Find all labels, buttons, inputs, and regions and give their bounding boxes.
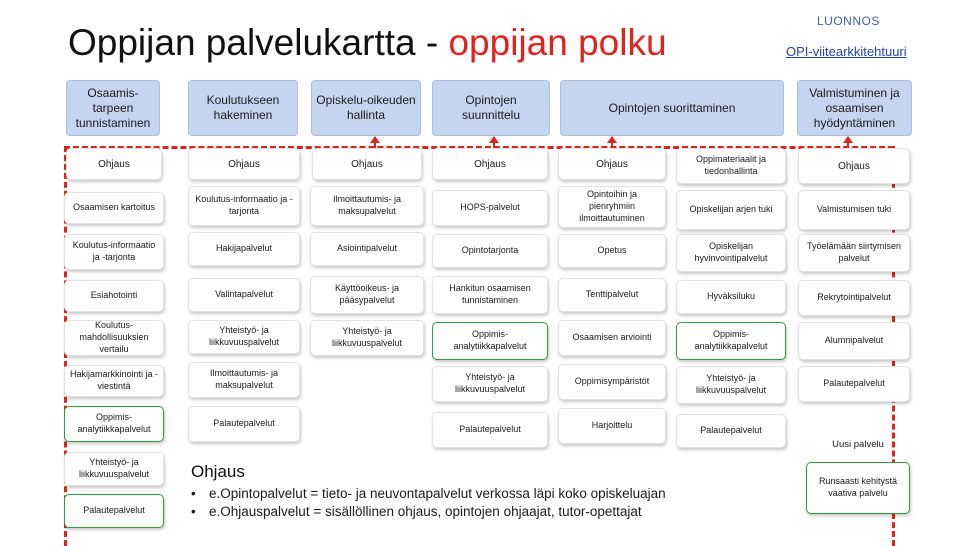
architecture-link[interactable]: OPI-viitearkkitehtuuri (786, 44, 907, 59)
service-c2-yhteistyo: Yhteistyö- ja liikkuvuuspalvelut (188, 320, 300, 354)
service-c1-yhteistyo: Yhteistyö- ja liikkuvuuspalvelut (64, 452, 164, 486)
service-c2-ilmoittautumis: Ilmoittautumis- ja maksupalvelut (188, 362, 300, 398)
service-c1-vertailu: Koulutus-mahdollisuuksien vertailu (64, 320, 164, 356)
service-c4-tunnistaminen: Hankitun osaamisen tunnistaminen (432, 276, 548, 314)
draft-label: LUONNOS (817, 14, 880, 28)
service-c2-ohjaus: Ohjaus (188, 148, 300, 180)
service-c4-hops: HOPS-palvelut (432, 190, 548, 226)
service-c7-palautepalvelut: Palautepalvelut (798, 366, 910, 402)
column-header-2: Koulutukseen hakeminen (188, 80, 298, 136)
red-arrow-4 (847, 138, 849, 148)
legend-development: Runsaasti kehitystä vaativa palvelu (806, 462, 910, 514)
service-c2-palautepalvelut: Palautepalvelut (188, 406, 300, 442)
service-c6-arjen-tuki: Opiskelijan arjen tuki (676, 190, 786, 230)
service-c1-palautepalvelut: Palautepalvelut (64, 494, 164, 528)
column-header-5: Opintojen suorittaminen (560, 80, 784, 136)
ohjaus-heading: Ohjaus (191, 462, 245, 481)
column-header-1: Osaamis-tarpeen tunnistaminen (66, 80, 160, 136)
red-arrow-2 (493, 138, 495, 148)
service-c7-alumnipalvelut: Alumnipalvelut (798, 322, 910, 360)
title-main: Oppijan palvelukartta - (68, 22, 449, 63)
service-c7-rekrytointi: Rekrytointipalvelut (798, 280, 910, 316)
service-c4-oppimisanalytiikka: Oppimis-analytiikkapalvelut (432, 322, 548, 360)
service-c4-palautepalvelut: Palautepalvelut (432, 412, 548, 448)
service-c1-ohjaus: Ohjaus (66, 148, 162, 180)
column-header-3: Opiskelu-oikeuden hallinta (311, 80, 421, 136)
service-c3-ilmoittautumis: Ilmoittautumis- ja maksupalvelut (310, 186, 424, 226)
page-title (68, 22, 667, 64)
service-c5-oppimisymparistot: Oppimisympäristöt (558, 364, 666, 400)
legend-new-service: Uusi palvelu (832, 438, 884, 450)
service-c7-tyoelamaan: Työelämään siirtymisen palvelut (798, 234, 910, 272)
column-header-6: Valmistuminen ja osaamisen hyödyntäminen (797, 80, 912, 136)
bullet: • (191, 486, 196, 501)
service-c6-oppimateriaalit: Oppimateriaalit ja tiedonhallinta (676, 148, 786, 184)
service-c6-hyvinvointi: Opiskelijan hyvinvointipalvelut (676, 234, 786, 272)
title-accent: oppijan polku (448, 22, 667, 63)
service-c6-hyvaksiluku: Hyväksiluku (676, 280, 786, 314)
service-c6-oppimisanalytiikka: Oppimis-analytiikkapalvelut (676, 322, 786, 360)
service-c1-hakijamarkkinointi: Hakijamarkkinointi ja -viestintä (64, 365, 164, 397)
service-c2-valintapalvelut: Valintapalvelut (188, 278, 300, 312)
service-c4-ohjaus: Ohjaus (432, 148, 548, 180)
ohjaus-list (191, 486, 666, 522)
service-c5-tenttipalvelut: Tenttipalvelut (558, 278, 666, 312)
service-c5-ohjaus: Ohjaus (558, 148, 666, 180)
service-c2-hakijapalvelut: Hakijapalvelut (188, 232, 300, 266)
service-c1-esiahotointi: Esiahotointi (64, 280, 164, 312)
service-c7-valmistumisen-tuki: Valmistumisen tuki (798, 190, 910, 230)
service-c5-harjoittelu: Harjoittelu (558, 408, 666, 444)
red-arrow-3 (611, 138, 613, 148)
service-c5-ilmoittautuminen: Opintoihin ja pienryhmiin ilmoittautuminen (558, 186, 666, 228)
service-c7-ohjaus: Ohjaus (798, 148, 910, 184)
service-c6-yhteistyo: Yhteistyö- ja liikkuvuuspalvelut (676, 366, 786, 404)
service-c5-opetus: Opetus (558, 234, 666, 268)
ohjaus-item (191, 486, 666, 501)
bullet: • (191, 504, 196, 519)
service-c1-oppimisanalytiikka: Oppimis-analytiikkapalvelut (64, 406, 164, 442)
ohjaus-item-text: e.Opintopalvelut = tieto- ja neuvontapalvelut verkossa läpi koko opiskeluajan (209, 486, 666, 501)
service-c5-arviointi: Osaamisen arviointi (558, 320, 666, 356)
service-c6-palautepalvelut: Palautepalvelut (676, 414, 786, 448)
service-c3-asiointipalvelut: Asiointipalvelut (310, 232, 424, 266)
ohjaus-item-text: e.Ohjauspalvelut = sisällöllinen ohjaus, opintojen ohjaajat, tutor-opettajat (209, 504, 642, 519)
service-c4-yhteistyo: Yhteistyö- ja liikkuvuuspalvelut (432, 366, 548, 402)
service-c3-yhteistyo: Yhteistyö- ja liikkuvuuspalvelut (310, 320, 424, 356)
service-c3-ohjaus: Ohjaus (312, 148, 422, 180)
service-c1-osaamisen-kartoitus: Osaamisen kartoitus (64, 192, 164, 224)
service-c1-koulutusinformaatio: Koulutus-informaatio ja -tarjonta (64, 234, 164, 270)
column-header-4: Opintojen suunnittelu (432, 80, 550, 136)
service-c3-kayttooikeus: Käyttöoikeus- ja pääsypalvelut (310, 276, 424, 314)
red-arrow-1 (374, 138, 376, 148)
service-c4-opintotarjonta: Opintotarjonta (432, 234, 548, 268)
ohjaus-item (191, 504, 666, 519)
service-c2-koulutusinformaatio: Koulutus-informaatio ja -tarjonta (188, 186, 300, 226)
